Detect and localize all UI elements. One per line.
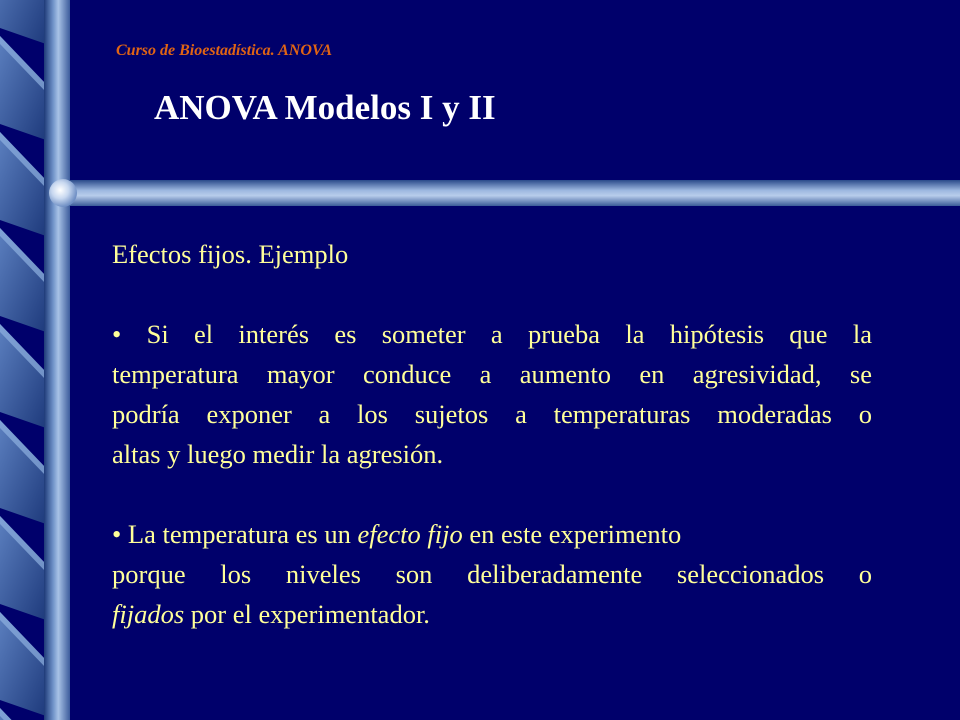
paragraph-2 bbox=[112, 514, 872, 634]
subheading: Efectos fijos. Ejemplo bbox=[112, 239, 349, 269]
horizontal-bar bbox=[60, 180, 960, 206]
text-run: • La temperatura es un bbox=[112, 519, 358, 549]
paragraph-line: • Si el interés es someter a prueba la hipótesis que la bbox=[112, 319, 872, 349]
paragraph-1 bbox=[112, 314, 872, 474]
sawtooth-triangle bbox=[0, 0, 46, 44]
bar-joint-knob bbox=[49, 179, 77, 207]
sawtooth-triangle bbox=[0, 324, 46, 428]
sawtooth-triangle bbox=[0, 132, 46, 236]
course-header: Curso de Bioestadística. ANOVA bbox=[116, 42, 333, 59]
sawtooth-triangle bbox=[0, 228, 46, 332]
sawtooth-triangles bbox=[0, 0, 46, 720]
paragraph-line: altas y luego medir la agresión. bbox=[112, 439, 444, 469]
vertical-bar bbox=[44, 0, 70, 720]
sawtooth-triangle bbox=[0, 420, 46, 524]
slide-title: ANOVA Modelos I y II bbox=[154, 88, 496, 127]
text-run: por el experimentador. bbox=[184, 599, 430, 629]
paragraph-line: porque los niveles son deliberadamente seleccionados o bbox=[112, 559, 872, 589]
sawtooth-triangle bbox=[0, 612, 46, 716]
paragraph-line: temperatura mayor conduce a aumento en agresividad, se bbox=[112, 359, 872, 389]
sawtooth-triangle bbox=[0, 36, 46, 140]
emphasis-fijados: fijados bbox=[112, 599, 185, 629]
paragraph-line: podría exponer a los sujetos a temperaturas moderadas o bbox=[112, 399, 872, 429]
text-run: en este experimento bbox=[462, 519, 682, 549]
paragraph-line bbox=[112, 514, 872, 554]
emphasis-efecto-fijo: efecto fijo bbox=[357, 519, 463, 549]
slide-body bbox=[112, 234, 872, 634]
paragraph-line bbox=[112, 594, 872, 634]
sawtooth-triangle bbox=[0, 516, 46, 620]
